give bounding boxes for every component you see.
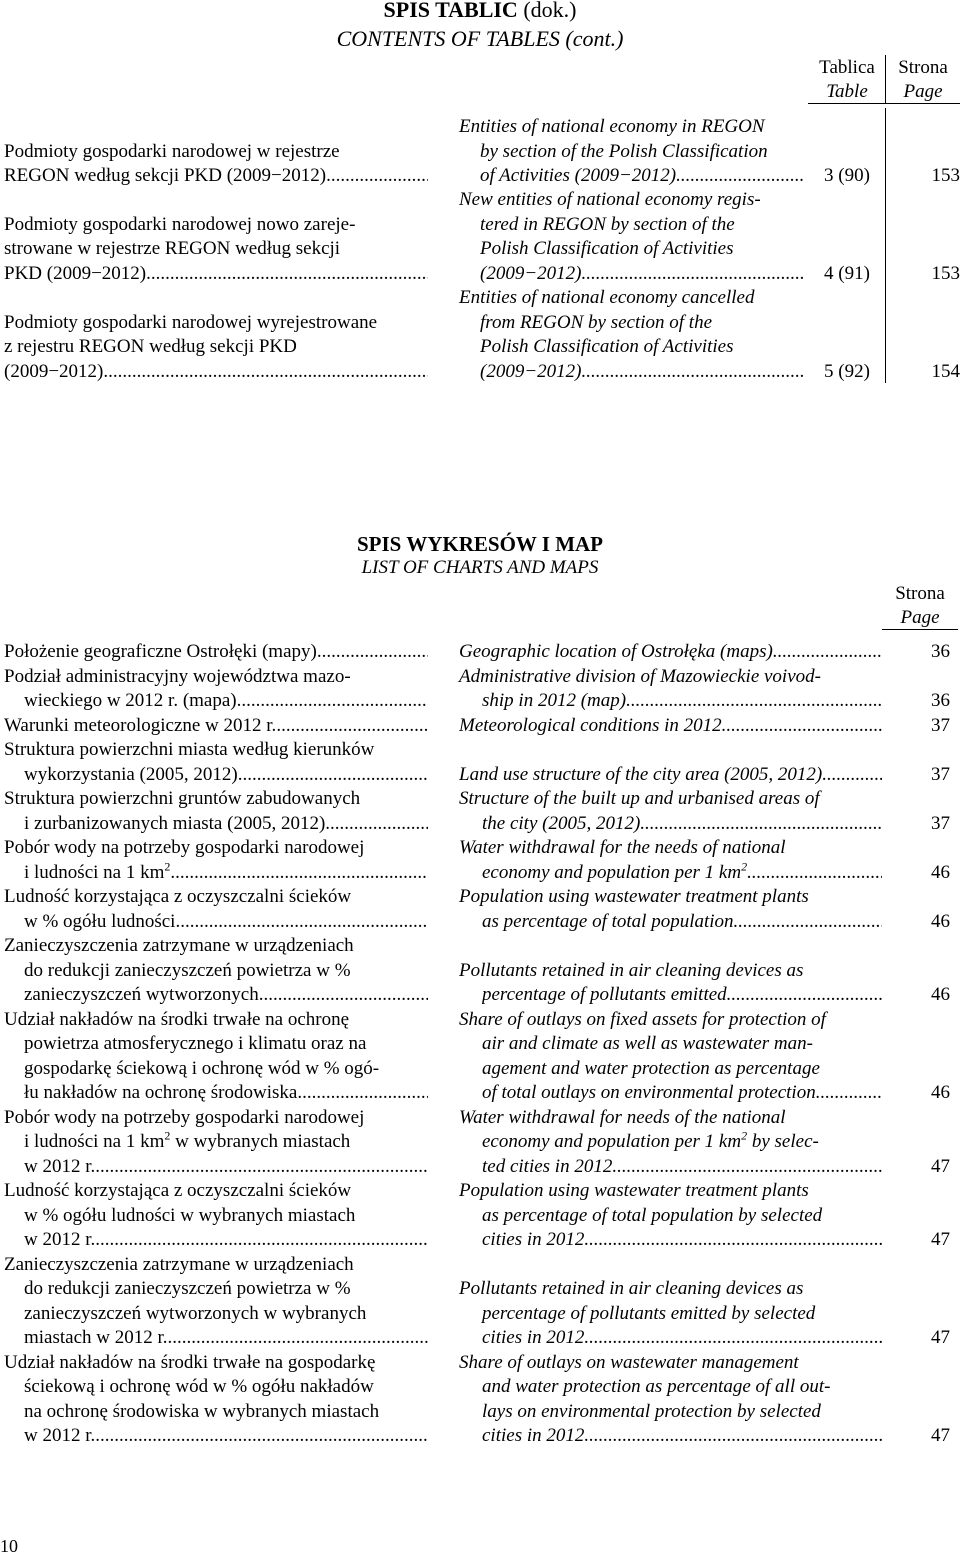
chart-entry-en-line: percentage of pollutants emitted by selected	[482, 1302, 816, 1324]
chart-entry-pl-line: i ludności na 1 $km^2$ w wybranych miastach	[24, 1128, 351, 1152]
charts-col-page-en: Page	[900, 607, 940, 628]
table-entry-en-line: (2009−2012) .....	[480, 360, 805, 385]
chart-entry-en-line: Share of outlays on fixed assets for protection of	[459, 1008, 826, 1030]
table-entry-en-line: (2009−2012) .....	[480, 262, 805, 287]
chart-entry-pl-line: i zurbanizowanych miasta (2005, 2012) .....	[24, 812, 428, 837]
chart-entry-en-line: as percentage of total population by selected	[482, 1204, 823, 1226]
chart-page: 47	[931, 1229, 950, 1250]
chart-page: 47	[931, 1155, 950, 1177]
dot-leader	[626, 689, 882, 714]
chart-entry-en-line: Meteorological conditions in 2012 .....	[459, 714, 882, 739]
table-page: 154	[931, 360, 960, 382]
column-divider	[885, 108, 886, 383]
chart-page: 47	[931, 1327, 950, 1348]
chart-page: 36	[931, 641, 950, 662]
chart-entry-en-line: Population using wastewater treatment plants	[459, 1180, 809, 1201]
chart-entry-pl-line: w 2012 r. .....	[24, 1228, 428, 1253]
dot-leader	[640, 812, 882, 837]
chart-entry-en-line: economy and population per 1 $km^2$ .....	[482, 861, 882, 886]
chart-entry-en-line: economy and population per 1 $km^2$ by selec-	[482, 1128, 819, 1152]
table-entry-en-line: New entities of national economy regis-	[459, 189, 761, 210]
dot-leader	[237, 689, 428, 714]
chart-entry-en-line: the city (2005, 2012) .....	[482, 812, 882, 837]
dot-leader	[581, 360, 805, 385]
chart-entry-pl-line: w % ogółu ludności w wybranych miastach	[24, 1204, 356, 1226]
dot-leader	[584, 1326, 882, 1351]
chart-page: 36	[931, 690, 950, 711]
table-entry-en-line: Entities of national economy cancelled	[459, 287, 755, 308]
table-number: 3 (90)	[824, 165, 870, 186]
chart-entry-pl-line: Warunki meteorologiczne w 2012 r. .....	[4, 714, 428, 739]
chart-entry-en-line: Structure of the built up and urbanised areas of	[459, 788, 820, 809]
dot-leader	[581, 262, 805, 287]
header-underline	[808, 103, 960, 104]
charts-subtitle: LIST OF CHARTS AND MAPS	[361, 557, 599, 578]
chart-entry-en-line: agement and water protection as percentage	[482, 1057, 820, 1079]
dot-leader	[95, 1228, 428, 1253]
table-entry-pl-line: strowane w rejestrze REGON według sekcji	[4, 238, 341, 259]
chart-entry-en-line: Water withdrawal for needs of the national	[459, 1106, 786, 1128]
dot-leader	[612, 1155, 882, 1180]
chart-entry-pl-line: Ludność korzystająca z oczyszczalni ścieków	[4, 886, 352, 907]
chart-entry-pl-line: Zanieczyszczenia zatrzymane w urządzeniach	[4, 935, 354, 956]
table-number: 5 (92)	[824, 360, 870, 382]
chart-entry-en-line: Administrative division of Mazowieckie voivod-	[459, 665, 821, 687]
charts-title: SPIS WYKRESÓW I MAP	[356, 532, 604, 556]
dot-leader	[95, 1155, 428, 1180]
chart-page: 37	[931, 714, 950, 736]
chart-entry-pl-line: Pobór wody na potrzeby gospodarki narodowej	[4, 1106, 365, 1128]
col-table-label-pl: Tablica	[819, 57, 875, 78]
chart-page: 37	[931, 812, 950, 834]
table-entry-en-line: tered in REGON by section of the	[480, 213, 735, 235]
chart-entry-en-line: Pollutants retained in air cleaning devices as	[459, 959, 804, 981]
chart-entry-en-line: cities in 2012 .....	[482, 1326, 882, 1351]
chart-entry-en-line: of total outlays on environmental protection .....	[482, 1081, 882, 1106]
dot-leader	[773, 640, 882, 665]
dot-leader	[238, 763, 428, 788]
col-table-label-en: Table	[826, 81, 868, 102]
chart-entry-pl-line: łu nakładów na ochronę środowiska .....	[24, 1081, 428, 1106]
tables-title: SPIS TABLIC (dok.)	[383, 0, 577, 22]
table-entry-pl-line: Podmioty gospodarki narodowej wyrejestrowane	[4, 311, 378, 333]
chart-entry-en-line: air and climate as well as wastewater man-	[482, 1033, 813, 1054]
chart-entry-pl-line: w 2012 r. .....	[24, 1155, 428, 1180]
table-entry-en-line: of Activities (2009−2012) .....	[480, 164, 805, 189]
chart-entry-en-line: and water protection as percentage of all out-	[482, 1376, 831, 1397]
table-entry-pl-line: (2009−2012) .....	[4, 360, 428, 385]
table-entry-en-line: Polish Classification of Activities	[480, 238, 734, 259]
dot-leader	[297, 1081, 428, 1106]
chart-entry-pl-line: zanieczyszczeń wytworzonych w wybranych	[24, 1302, 367, 1324]
chart-entry-pl-line: Zanieczyszczenia zatrzymane w urządzeniach	[4, 1253, 354, 1275]
chart-entry-en-line: Population using wastewater treatment plants	[459, 886, 809, 907]
chart-entry-en-line: Geographic location of Ostrołęka (maps) .....	[459, 640, 882, 665]
chart-page: 37	[931, 763, 950, 785]
chart-entry-pl-line: zanieczyszczeń wytworzonych .....	[24, 983, 428, 1008]
chart-entry-pl-line: Udział nakładów na środki trwałe na ochronę	[4, 1008, 350, 1030]
chart-entry-pl-line: Pobór wody na potrzeby gospodarki narodowej	[4, 837, 365, 858]
dot-leader	[734, 910, 882, 935]
chart-entry-pl-line: miastach w 2012 r. .....	[24, 1326, 428, 1351]
dot-leader	[276, 714, 428, 739]
chart-entry-en-line: lays on environmental protection by selected	[482, 1400, 821, 1422]
dot-leader	[146, 262, 428, 287]
chart-entry-pl-line: ściekową i ochronę wód w % ogółu nakładów	[24, 1376, 374, 1397]
table-entry-pl-line: Podmioty gospodarki narodowej nowo zareje-	[4, 213, 356, 235]
table-entry-pl-line: Podmioty gospodarki narodowej w rejestrze	[4, 140, 340, 162]
dot-leader	[816, 1081, 882, 1106]
chart-entry-en-line: cities in 2012 .....	[482, 1424, 882, 1449]
table-entry-en-line: Entities of national economy in REGON	[459, 116, 765, 137]
dot-leader	[317, 640, 428, 665]
chart-page: 46	[931, 861, 950, 883]
dot-leader	[168, 1326, 428, 1351]
chart-page: 46	[931, 910, 950, 932]
chart-entry-pl-line: Udział nakładów na środki trwałe na gospodarkę	[4, 1351, 376, 1373]
dot-leader	[170, 861, 428, 886]
table-entry-pl-line: PKD (2009−2012) .....	[4, 262, 428, 287]
table-page: 153	[931, 262, 960, 284]
header-divider	[885, 55, 886, 103]
chart-entry-pl-line: wieckiego w 2012 r. (mapa) .....	[24, 689, 428, 714]
dot-leader	[584, 1424, 882, 1449]
chart-entry-pl-line: wykorzystania (2005, 2012) .....	[24, 763, 428, 788]
chart-entry-pl-line: do redukcji zanieczyszczeń powietrza w %	[24, 959, 351, 981]
dot-leader	[259, 983, 428, 1008]
chart-entry-pl-line: Podział administracyjny województwa mazo-	[4, 665, 351, 687]
chart-entry-pl-line: Struktura powierzchni miasta według kierunków	[4, 739, 375, 760]
chart-entry-en-line: Land use structure of the city area (2005, 2012) .....	[459, 763, 882, 788]
chart-entry-en-line: Water withdrawal for the needs of national	[459, 837, 786, 858]
page-number: 10	[0, 1536, 18, 1556]
dot-leader	[584, 1228, 882, 1253]
table-page: 153	[931, 165, 960, 186]
dot-leader	[822, 763, 882, 788]
chart-entry-en-line: cities in 2012 .....	[482, 1228, 882, 1253]
dot-leader	[175, 910, 428, 935]
dot-leader	[326, 164, 428, 189]
chart-entry-pl-line: Struktura powierzchni gruntów zabudowanych	[4, 788, 361, 809]
chart-entry-pl-line: Ludność korzystająca z oczyszczalni ścieków	[4, 1180, 352, 1201]
chart-entry-pl-line: na ochronę środowiska w wybranych miastach	[24, 1400, 380, 1422]
chart-entry-en-line: Pollutants retained in air cleaning devices as	[459, 1278, 804, 1299]
table-number: 4 (91)	[824, 262, 870, 284]
col-page-label-en: Page	[903, 81, 943, 102]
dot-leader	[103, 360, 428, 385]
chart-entry-en-line: ted cities in 2012 .....	[482, 1155, 882, 1180]
chart-page: 47	[931, 1425, 950, 1446]
table-entry-pl-line: z rejestru REGON według sekcji PKD	[4, 336, 297, 357]
dot-leader	[325, 812, 428, 837]
table-entry-en-line: by section of the Polish Classification	[480, 140, 768, 162]
chart-entry-pl-line: Położenie geograficzne Ostrołęki (mapy) .....	[4, 640, 428, 665]
charts-header-underline	[882, 629, 958, 630]
dot-leader	[95, 1424, 428, 1449]
charts-col-page-pl: Strona	[895, 583, 945, 604]
table-entry-pl-line: REGON według sekcji PKD (2009−2012) .....	[4, 164, 428, 189]
chart-entry-pl-line: powietrza atmosferycznego i klimatu oraz na	[24, 1033, 367, 1054]
dot-leader	[727, 983, 882, 1008]
chart-entry-pl-line: w % ogółu ludności .....	[24, 910, 428, 935]
chart-entry-pl-line: do redukcji zanieczyszczeń powietrza w %	[24, 1278, 351, 1299]
chart-entry-en-line: ship in 2012 (map) .....	[482, 689, 882, 714]
chart-entry-pl-line: gospodarkę ściekową i ochronę wód w % ogó-	[24, 1057, 380, 1079]
dot-leader	[722, 714, 882, 739]
chart-entry-pl-line: w 2012 r. .....	[24, 1424, 428, 1449]
chart-page: 46	[931, 984, 950, 1005]
col-page-label-pl: Strona	[898, 57, 948, 78]
dot-leader	[676, 164, 805, 189]
table-entry-en-line: Polish Classification of Activities	[480, 336, 734, 357]
table-entry-en-line: from REGON by section of the	[480, 311, 713, 333]
chart-entry-en-line: percentage of pollutants emitted .....	[482, 983, 882, 1008]
dot-leader	[747, 861, 882, 886]
tables-subtitle: CONTENTS OF TABLES (cont.)	[336, 26, 624, 51]
chart-page: 46	[931, 1082, 950, 1103]
chart-entry-en-line: as percentage of total population .....	[482, 910, 882, 935]
chart-entry-pl-line: i ludności na 1 $km^2$ .....	[24, 861, 428, 886]
chart-entry-en-line: Share of outlays on wastewater management	[459, 1351, 799, 1373]
